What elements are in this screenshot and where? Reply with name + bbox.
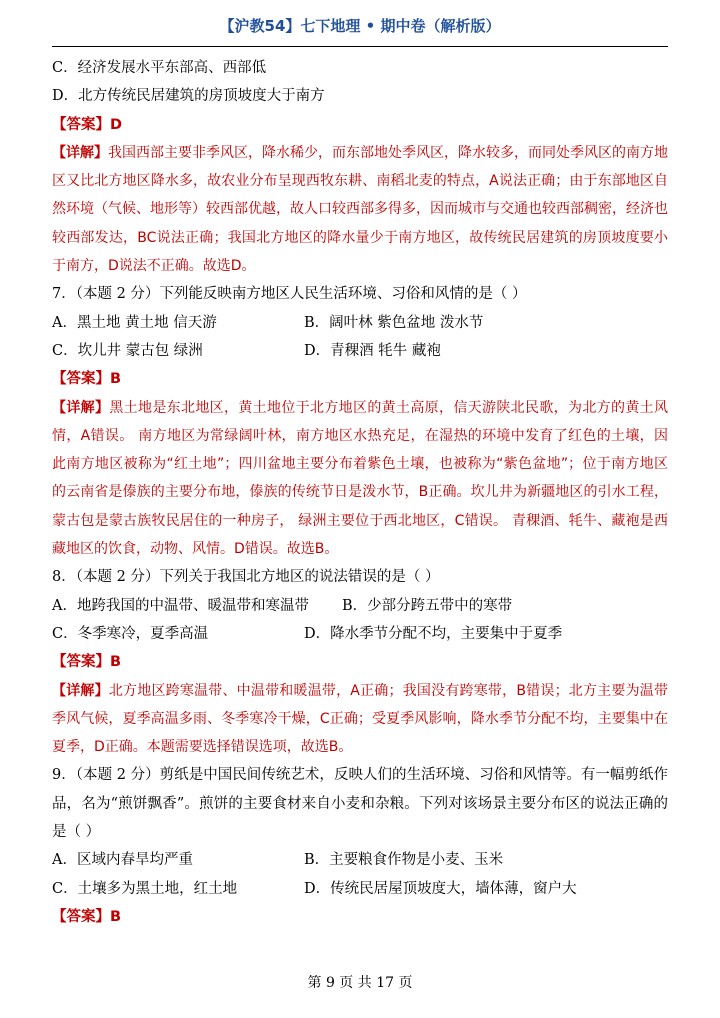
q8-stem: 8．（本题 2 分）下列关于我国北方地区的说法错误的是（ ） (52, 569, 440, 586)
q8-detail (52, 677, 668, 762)
q7-option-a: A．黑土地 黄土地 信天游 (52, 314, 217, 331)
q7-stem: 7．（本题 2 分）下列能反映南方地区人民生活环境、习俗和风情的是（ ） (52, 286, 527, 303)
header-divider (52, 46, 668, 47)
q7-answer: 【答案】B (52, 371, 122, 388)
q8-options-row-2 (52, 620, 668, 648)
q9-stem: 9．（本题 2 分）剪纸是中国民间传统艺术，反映人们的生活环境、习俗和风情等。有一幅剪纸作品，名为“煎饼飘香”。煎饼的主要食材来自小麦和杂粮。下列对该场景主要分布区的说法正确的是（ ） (52, 767, 668, 841)
q8-option-d: D．降水季节分配不均，主要集中于夏季 (304, 625, 563, 642)
q7-detail (52, 394, 668, 564)
q6-option-d: D．北方传统民居建筑的房顶坡度大于南方 (52, 88, 325, 105)
q9-options-row-1 (52, 846, 668, 874)
q7-detail-label: 【详解】 (52, 399, 110, 416)
q8-option-b: B．少部分跨五带中的寒带 (342, 597, 513, 614)
q6-detail-text: 我国西部主要非季风区，降水稀少，而东部地处季风区，降水较多，而同处季风区的南方地区又比北方地区降水多，故农业分布呈现西牧东耕、南稻北麦的特点，A说法正确；由于东部地区自然环境（气候、地形等）较西部优越，故人口较西部多得多，因而城市与交通也较西部稠密，经济也较西部发达，BC说法正确；我国北方地区的降水量少于南方地区，故传统民居建筑的房顶坡度要小于南方，D说法不正确。故选D。 (52, 144, 668, 275)
page-footer: 第 9 页 共 17 页 (307, 975, 413, 991)
q7-option-d: D．青稞酒 牦牛 藏袍 (304, 342, 441, 359)
q8-answer: 【答案】B (52, 654, 122, 671)
q7-option-c: C．坎儿井 蒙古包 绿洲 (52, 342, 203, 359)
q8-option-c: C．冬季寒冷，夏季高温 (52, 625, 209, 642)
q9-option-c: C．土壤多为黑土地，红土地 (52, 880, 238, 897)
q7-options-row-2 (52, 337, 668, 365)
q8-detail-text: 北方地区跨寒温带、中温带和暖温带，A正确；我国没有跨寒带，B错误；北方主要为温带季风气候，夏季高温多雨、冬季寒冷干燥，C正确；受夏季风影响，降水季节分配不均，主要集中在夏季，D正确。本题需要选择错误选项，故选B。 (52, 682, 669, 756)
q9-answer: 【答案】B (52, 908, 122, 925)
q6-detail-label: 【详解】 (52, 144, 108, 161)
q9-option-d: D．传统民居屋顶坡度大，墙体薄，窗户大 (304, 880, 577, 897)
q6-detail (52, 139, 668, 280)
q7-detail-text: 黑土地是东北地区，黄土地位于北方地区的黄土高原，信天游陕北民歌，为北方的黄土风情，A错误。 南方地区为常绿阔叶林，南方地区水热充足，在湿热的环境中发育了红色的土壤，因此南方地区被称为“红土地”；四川盆地主要分布着紫色土壤，也被称为“紫色盆地”；位于南方地区的云南省是傣族的主要分布地，傣族的传统节日是泼水节，B正确。坎儿井为新疆地区的引水工程，蒙古包是蒙古族牧民居住的一种房子， 绿洲主要位于西北地区，C错误。 青稞酒、牦牛、藏袍是西藏地区的饮食，动物、风情。D错误。故选B。 (52, 399, 669, 558)
document-body (52, 54, 668, 931)
q7-options-row-1 (52, 309, 668, 337)
q9-option-b: B．主要粮食作物是小麦、玉米 (304, 852, 504, 869)
q9-option-a: A．区域内春旱均严重 (52, 852, 193, 869)
page-header: 【沪教54】七下地理 • 期中卷（解析版） (219, 17, 501, 35)
q9-options-row-2 (52, 875, 668, 903)
q6-answer: 【答案】D (52, 116, 123, 133)
q7-option-b: B．阔叶林 紫色盆地 泼水节 (304, 314, 484, 331)
q8-option-a: A．地跨我国的中温带、暖温带和寒温带 (52, 597, 309, 614)
q8-detail-label: 【详解】 (52, 682, 109, 699)
q8-options-row-1 (52, 592, 668, 620)
q6-option-c: C．经济发展水平东部高、西部低 (52, 60, 267, 76)
